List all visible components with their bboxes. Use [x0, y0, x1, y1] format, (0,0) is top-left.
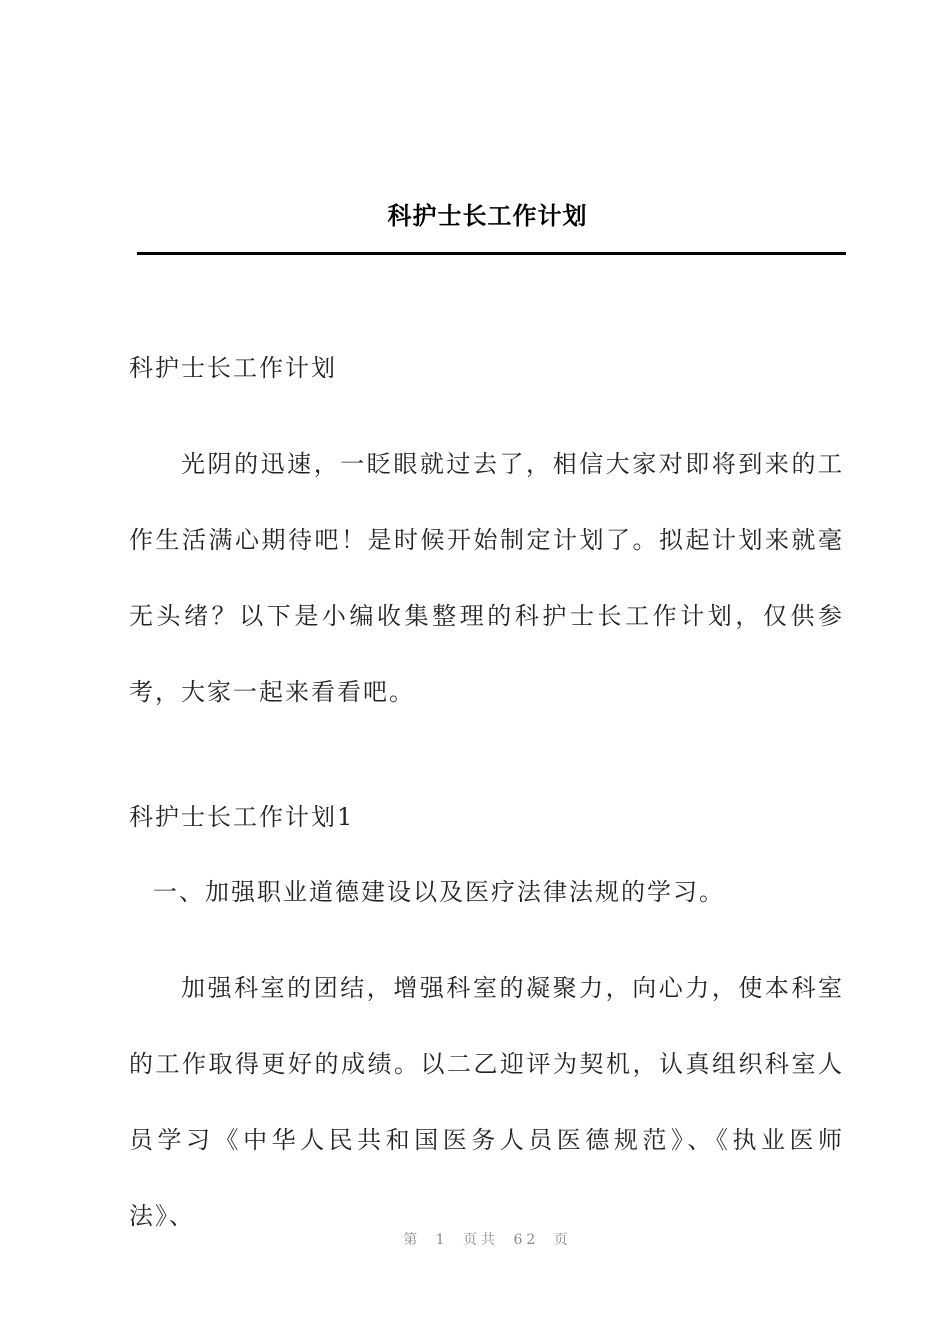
page-number-footer: 第 1 页共 62 页	[403, 1232, 572, 1248]
section-paragraph: 加强科室的团结，增强科室的凝聚力，向心力，使本科室的工作取得更好的成绩。以二乙迎评为契机，认真组织科室人员学习《中华人民共和国医务人员医德规范》、《执业医师法》、	[129, 974, 844, 1230]
document-title: 科护士长工作计划	[387, 202, 588, 230]
section-item: 一、加强职业道德建设以及医疗法律法规的学习。	[153, 878, 725, 906]
document-heading: 科护士长工作计划	[129, 354, 337, 382]
section-heading: 科护士长工作计划1	[129, 803, 355, 831]
title-divider	[137, 252, 846, 255]
intro-paragraph: 光阴的迅速，一眨眼就过去了，相信大家对即将到来的工作生活满心期待吧！是时候开始制定计划了。拟起计划来就毫无头绪？以下是小编收集整理的科护士长工作计划，仅供参考，大家一起来看看吧。	[129, 450, 844, 706]
